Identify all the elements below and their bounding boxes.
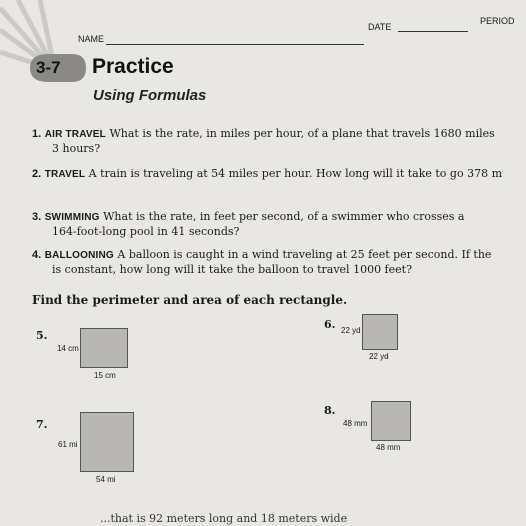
exercise-6-bottom-label: 22 yd bbox=[369, 352, 389, 361]
problem-text-cont: 164-foot-long pool in 41 seconds? bbox=[52, 225, 240, 238]
problem-text: What is the rate, in feet per second, of a swimmer who crosses a bbox=[103, 210, 465, 223]
exercise-5-rectangle bbox=[80, 328, 128, 368]
problem-4 bbox=[32, 248, 491, 277]
problem-text: What is the rate, in miles per hour, of a plane that travels 1680 miles bbox=[109, 127, 495, 140]
exercise-5-side-label: 14 cm bbox=[57, 344, 79, 353]
exercise-7-side-label: 61 mi bbox=[58, 440, 78, 449]
problem-2 bbox=[32, 167, 502, 182]
problem-category: BALLOONING bbox=[44, 250, 114, 261]
problem-category: AIR TRAVEL bbox=[44, 129, 106, 140]
problem-1 bbox=[32, 127, 495, 156]
problem-number: 4. bbox=[32, 249, 42, 261]
problem-text: A balloon is caught in a wind traveling at 25 feet per second. If the bbox=[117, 248, 492, 261]
exercise-8-rectangle bbox=[371, 401, 411, 441]
problem-category: SWIMMING bbox=[44, 212, 100, 223]
exercise-8-side-label: 48 mm bbox=[343, 419, 368, 428]
exercise-7-number: 7. bbox=[36, 418, 48, 431]
problem-category: TRAVEL bbox=[44, 169, 86, 180]
period-label: PERIOD bbox=[480, 16, 515, 26]
problem-number: 1. bbox=[32, 128, 42, 140]
exercise-5-bottom-label: 15 cm bbox=[94, 371, 116, 380]
footer-problem-fragment: ...that is 92 meters long and 18 meters wide bbox=[100, 512, 348, 525]
problem-text-cont: 3 hours? bbox=[52, 142, 101, 155]
page-title: Practice bbox=[92, 55, 174, 78]
exercise-6-rectangle bbox=[362, 314, 398, 350]
exercise-8-number: 8. bbox=[324, 404, 336, 417]
date-line bbox=[398, 31, 468, 32]
lesson-number: 3-7 bbox=[36, 58, 61, 77]
exercise-6-side-label: 22 yd bbox=[341, 326, 361, 335]
exercise-5-number: 5. bbox=[36, 329, 48, 342]
name-label: NAME bbox=[78, 34, 105, 44]
section-heading: Find the perimeter and area of each rectangle. bbox=[32, 293, 348, 307]
exercise-8-bottom-label: 48 mm bbox=[376, 443, 401, 452]
exercise-7-bottom-label: 54 mi bbox=[96, 475, 116, 484]
problem-3 bbox=[32, 210, 464, 239]
exercise-6-number: 6. bbox=[324, 318, 336, 331]
name-line bbox=[106, 44, 364, 45]
date-label: DATE bbox=[368, 22, 392, 32]
page-subtitle: Using Formulas bbox=[93, 87, 207, 104]
problem-number: 3. bbox=[32, 211, 42, 223]
problem-text: A train is traveling at 54 miles per hour. How long will it take to go 378 m bbox=[88, 167, 503, 180]
problem-number: 2. bbox=[32, 168, 42, 180]
exercise-7-rectangle bbox=[80, 412, 134, 472]
problem-text-cont: is constant, how long will it take the balloon to travel 1000 feet? bbox=[52, 263, 412, 276]
